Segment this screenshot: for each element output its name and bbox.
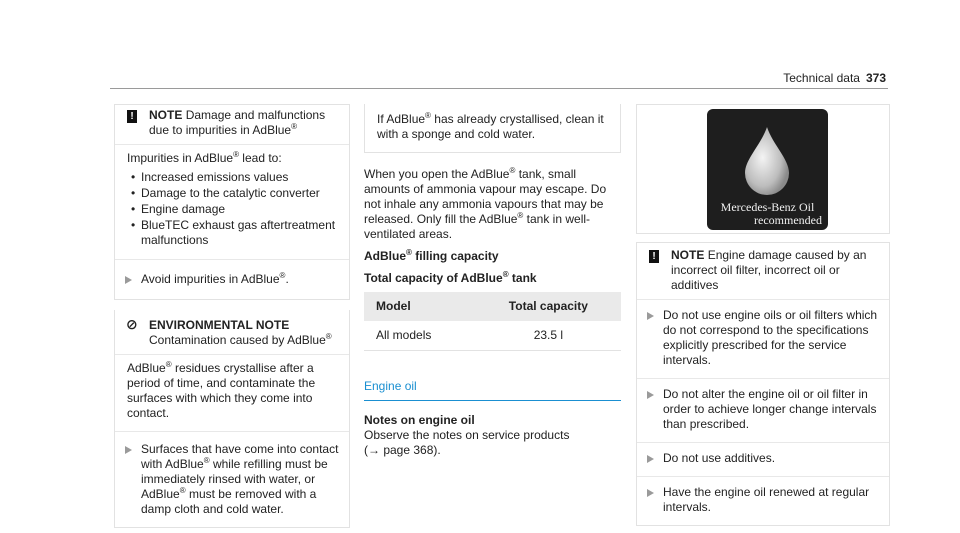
table-header-row: [364, 292, 621, 321]
action-step: Avoid impurities in AdBlue®.: [115, 260, 349, 299]
filling-capacity-heading: AdBlue® filling capacity: [364, 248, 499, 263]
section-title: Technical data: [783, 71, 860, 85]
engine-oil-notes-heading: Notes on engine oil: [364, 413, 475, 427]
page-header: [783, 71, 886, 86]
env-note-title: Contamination caused by AdBlue: [149, 333, 326, 347]
note-engine-damage: [636, 242, 890, 526]
environmental-note: [114, 310, 350, 528]
list-item: • Damage to the catalytic converter: [127, 186, 339, 201]
oil-logo-figure: [636, 104, 890, 234]
registered-mark: ®: [325, 332, 332, 341]
action-step: Have the engine oil renewed at regular intervals.: [637, 477, 889, 525]
action-arrow-icon: [647, 391, 654, 399]
list-item: • Engine damage: [127, 202, 339, 217]
note-adblue-impurities: [114, 104, 350, 300]
action-arrow-icon: [125, 446, 132, 454]
warning-icon: !: [649, 250, 659, 263]
env-note-continued: If AdBlue® has already crystallised, clean it with a sponge and cold water.: [364, 104, 621, 153]
engine-note-header: [637, 243, 889, 300]
registered-mark: ®: [291, 122, 297, 131]
logo-text-brand: Mercedes-Benz Oil: [720, 200, 815, 214]
action-arrow-icon: [647, 312, 654, 320]
env-note-header: [115, 310, 349, 355]
logo-text-recommended: recommended: [754, 213, 822, 227]
action-arrow-icon: [125, 276, 132, 284]
env-action-step: Surfaces that have come into contact with AdBlue® while refilling must be immediately rinsed with water, or AdBlue® must be removed with a damp cloth and cold water.: [115, 432, 349, 527]
capacity-table: [364, 292, 621, 351]
mercedes-oil-logo: [707, 109, 828, 230]
action-step: Do not use engine oils or oil filters which do not correspond to the specifications explicitly prescribed for the service intervals.: [637, 300, 889, 379]
list-item: • BlueTEC exhaust gas aftertreatment malfunctions: [127, 218, 339, 248]
env-note-body: AdBlue® residues crystallise after a period of time, and contaminate the surfaces with which they come into contact.: [115, 355, 349, 432]
column-middle: [364, 104, 621, 458]
column-right: [636, 104, 890, 526]
action-step: Do not use additives.: [637, 443, 889, 477]
note-body: [115, 145, 349, 260]
action-arrow-icon: [647, 489, 654, 497]
consequence-list: [127, 170, 339, 248]
column-left: [114, 104, 350, 528]
cell-capacity: 23.5 l: [476, 321, 621, 351]
environment-icon: ⊘: [126, 316, 138, 332]
note-title: Damage and malfunctions due to impurities in AdBlue: [149, 108, 326, 137]
note-title: Engine damage caused by an incorrect oil filter, incorrect oil or additives: [671, 248, 867, 292]
header-rule: [110, 88, 888, 89]
list-item: • Increased emissions values: [127, 170, 339, 185]
engine-oil-notes-body: Observe the notes on service products (→ page 368).: [364, 428, 570, 457]
column-header-capacity: Total capacity: [476, 292, 621, 321]
warning-icon: !: [127, 110, 137, 123]
cell-model: All models: [364, 321, 476, 351]
column-header-model: Model: [364, 292, 476, 321]
ammonia-paragraph: When you open the AdBlue® tank, small amounts of ammonia vapour may escape. Do not inhale any ammonia vapours that may be released. Only fill the AdBlue® tank in well-ventilated areas.: [364, 166, 607, 241]
note-header: [115, 105, 349, 145]
action-step: Do not alter the engine oil or oil filter in order to achieve longer change intervals than prescribed.: [637, 379, 889, 443]
note-label: NOTE: [671, 248, 705, 262]
table-row: [364, 321, 621, 351]
action-arrow-icon: [647, 455, 654, 463]
total-capacity-heading: Total capacity of AdBlue® tank: [364, 270, 537, 285]
oil-drop-icon: [743, 125, 791, 195]
env-note-label: ENVIRONMENTAL NOTE: [149, 318, 290, 332]
engine-oil-section-title: Engine oil: [364, 379, 621, 401]
note-label: NOTE: [149, 108, 183, 122]
note-intro: Impurities in AdBlue® lead to:: [127, 150, 282, 165]
page-number: 373: [865, 71, 886, 85]
